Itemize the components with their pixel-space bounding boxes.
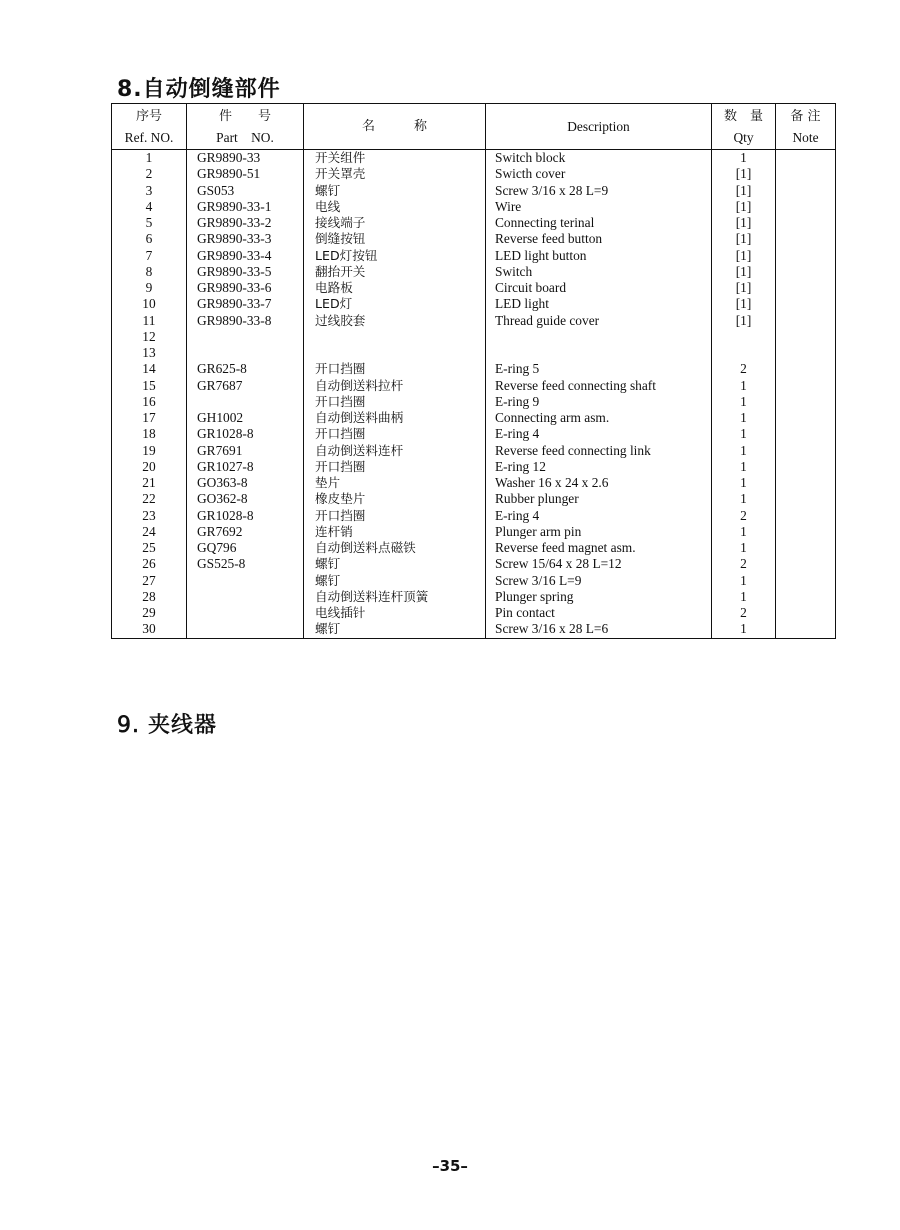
qty-cell: 1 bbox=[712, 378, 776, 394]
ref-no-cell: 6 bbox=[112, 231, 187, 247]
description-cell: Swicth cover bbox=[486, 166, 712, 182]
note-cell bbox=[776, 280, 836, 296]
description-cell: Rubber plunger bbox=[486, 491, 712, 507]
section-8-title: 8.自动倒缝部件 bbox=[117, 77, 281, 102]
part-no-cell bbox=[187, 621, 304, 638]
part-no-cell: GO362-8 bbox=[187, 491, 304, 507]
qty-cell: 1 bbox=[712, 621, 776, 638]
part-no-cell: GR7691 bbox=[187, 443, 304, 459]
table-row bbox=[112, 264, 836, 280]
note-cell bbox=[776, 459, 836, 475]
ref-no-cell: 12 bbox=[112, 329, 187, 345]
qty-cell: [1] bbox=[712, 248, 776, 264]
parts-table-body bbox=[112, 150, 836, 639]
qty-cell: 2 bbox=[712, 361, 776, 377]
description-cell: Thread guide cover bbox=[486, 313, 712, 329]
note-cell bbox=[776, 378, 836, 394]
ref-no-cell: 27 bbox=[112, 573, 187, 589]
table-row bbox=[112, 199, 836, 215]
ref-no-cell: 24 bbox=[112, 524, 187, 540]
note-cell bbox=[776, 491, 836, 507]
note-cell bbox=[776, 556, 836, 572]
description-cell: Wire bbox=[486, 199, 712, 215]
name-cell: 自动倒送料曲柄 bbox=[304, 410, 486, 426]
description-cell: Reverse feed connecting link bbox=[486, 443, 712, 459]
note-cell bbox=[776, 508, 836, 524]
ref-no-cell: 28 bbox=[112, 589, 187, 605]
note-cell bbox=[776, 183, 836, 199]
table-row bbox=[112, 183, 836, 199]
header-note-en: Note bbox=[792, 129, 819, 145]
description-cell: E-ring 4 bbox=[486, 426, 712, 442]
qty-cell: 1 bbox=[712, 459, 776, 475]
table-row bbox=[112, 280, 836, 296]
part-no-cell bbox=[187, 605, 304, 621]
ref-no-cell: 2 bbox=[112, 166, 187, 182]
ref-no-cell: 26 bbox=[112, 556, 187, 572]
note-cell bbox=[776, 296, 836, 312]
ref-no-cell: 19 bbox=[112, 443, 187, 459]
name-cell: 自动倒送料拉杆 bbox=[304, 378, 486, 394]
name-cell: 自动倒送料点磁铁 bbox=[304, 540, 486, 556]
qty-cell: [1] bbox=[712, 199, 776, 215]
table-row bbox=[112, 459, 836, 475]
description-cell: Switch block bbox=[486, 150, 712, 167]
header-description-label: Description bbox=[567, 119, 630, 134]
note-cell bbox=[776, 166, 836, 182]
table-row bbox=[112, 540, 836, 556]
description-cell: Plunger spring bbox=[486, 589, 712, 605]
part-no-cell: GR9890-33-5 bbox=[187, 264, 304, 280]
note-cell bbox=[776, 345, 836, 361]
table-row bbox=[112, 361, 836, 377]
qty-cell bbox=[712, 329, 776, 345]
qty-cell: [1] bbox=[712, 215, 776, 231]
description-cell: Reverse feed button bbox=[486, 231, 712, 247]
part-no-cell: GR9890-33-7 bbox=[187, 296, 304, 312]
part-no-cell: GR9890-51 bbox=[187, 166, 304, 182]
description-cell: Pin contact bbox=[486, 605, 712, 621]
table-row bbox=[112, 150, 836, 167]
qty-cell: 1 bbox=[712, 426, 776, 442]
name-cell: LED灯按钮 bbox=[304, 248, 486, 264]
table-row bbox=[112, 231, 836, 247]
part-no-cell: GR1028-8 bbox=[187, 508, 304, 524]
note-cell bbox=[776, 426, 836, 442]
ref-no-cell: 15 bbox=[112, 378, 187, 394]
qty-cell: [1] bbox=[712, 313, 776, 329]
name-cell: 开口挡圈 bbox=[304, 459, 486, 475]
header-qty-en: Qty bbox=[733, 129, 754, 145]
ref-no-cell: 4 bbox=[112, 199, 187, 215]
header-ref-cn: 序号 bbox=[135, 108, 162, 124]
part-no-cell: GR9890-33-8 bbox=[187, 313, 304, 329]
table-row bbox=[112, 443, 836, 459]
ref-no-cell: 22 bbox=[112, 491, 187, 507]
name-cell: 电线 bbox=[304, 199, 486, 215]
description-cell: Plunger arm pin bbox=[486, 524, 712, 540]
table-row bbox=[112, 166, 836, 182]
note-cell bbox=[776, 475, 836, 491]
ref-no-cell: 10 bbox=[112, 296, 187, 312]
note-cell bbox=[776, 248, 836, 264]
table-row bbox=[112, 345, 836, 361]
qty-cell: [1] bbox=[712, 231, 776, 247]
name-cell: 倒缝按钮 bbox=[304, 231, 486, 247]
header-part-cn: 件 号 bbox=[218, 108, 271, 124]
note-cell bbox=[776, 215, 836, 231]
name-cell: 垫片 bbox=[304, 475, 486, 491]
part-no-cell: GR9890-33-2 bbox=[187, 215, 304, 231]
table-row bbox=[112, 313, 836, 329]
note-cell bbox=[776, 605, 836, 621]
ref-no-cell: 1 bbox=[112, 150, 187, 167]
note-cell bbox=[776, 573, 836, 589]
parts-table bbox=[111, 103, 836, 639]
ref-no-cell: 30 bbox=[112, 621, 187, 638]
table-row bbox=[112, 508, 836, 524]
ref-no-cell: 13 bbox=[112, 345, 187, 361]
ref-no-cell: 11 bbox=[112, 313, 187, 329]
table-row bbox=[112, 524, 836, 540]
description-cell: LED light bbox=[486, 296, 712, 312]
qty-cell: 1 bbox=[712, 589, 776, 605]
part-no-cell: GR7692 bbox=[187, 524, 304, 540]
qty-cell bbox=[712, 345, 776, 361]
qty-cell: 1 bbox=[712, 524, 776, 540]
part-no-cell: GR1027-8 bbox=[187, 459, 304, 475]
name-cell: 连杆销 bbox=[304, 524, 486, 540]
note-cell bbox=[776, 443, 836, 459]
qty-cell: [1] bbox=[712, 183, 776, 199]
part-no-cell: GR625-8 bbox=[187, 361, 304, 377]
part-no-cell bbox=[187, 345, 304, 361]
part-no-cell bbox=[187, 589, 304, 605]
description-cell: Screw 15/64 x 28 L=12 bbox=[486, 556, 712, 572]
header-name-cn: 名 称 bbox=[361, 119, 427, 134]
qty-cell: 1 bbox=[712, 491, 776, 507]
name-cell: 电线插针 bbox=[304, 605, 486, 621]
name-cell: 螺钉 bbox=[304, 621, 486, 638]
note-cell bbox=[776, 394, 836, 410]
header-ref bbox=[112, 104, 187, 150]
page-number: –35– bbox=[432, 1157, 468, 1175]
note-cell bbox=[776, 540, 836, 556]
table-row bbox=[112, 621, 836, 638]
ref-no-cell: 5 bbox=[112, 215, 187, 231]
description-cell: Screw 3/16 x 28 L=6 bbox=[486, 621, 712, 638]
table-row bbox=[112, 248, 836, 264]
note-cell bbox=[776, 524, 836, 540]
description-cell bbox=[486, 345, 712, 361]
description-cell: E-ring 5 bbox=[486, 361, 712, 377]
table-row bbox=[112, 589, 836, 605]
ref-no-cell: 9 bbox=[112, 280, 187, 296]
table-row bbox=[112, 329, 836, 345]
part-no-cell: GO363-8 bbox=[187, 475, 304, 491]
table-row bbox=[112, 296, 836, 312]
name-cell: 自动倒送料连杆顶簧 bbox=[304, 589, 486, 605]
qty-cell: [1] bbox=[712, 264, 776, 280]
ref-no-cell: 21 bbox=[112, 475, 187, 491]
part-no-cell bbox=[187, 329, 304, 345]
part-no-cell: GR9890-33 bbox=[187, 150, 304, 167]
name-cell bbox=[304, 329, 486, 345]
table-row bbox=[112, 605, 836, 621]
note-cell bbox=[776, 621, 836, 638]
name-cell: 开关罩壳 bbox=[304, 166, 486, 182]
name-cell: 接线端子 bbox=[304, 215, 486, 231]
ref-no-cell: 23 bbox=[112, 508, 187, 524]
ref-no-cell: 18 bbox=[112, 426, 187, 442]
name-cell: 过线胶套 bbox=[304, 313, 486, 329]
note-cell bbox=[776, 199, 836, 215]
name-cell: 开关组件 bbox=[304, 150, 486, 167]
description-cell: Connecting terinal bbox=[486, 215, 712, 231]
ref-no-cell: 16 bbox=[112, 394, 187, 410]
table-row bbox=[112, 215, 836, 231]
note-cell bbox=[776, 589, 836, 605]
note-cell bbox=[776, 264, 836, 280]
name-cell: 电路板 bbox=[304, 280, 486, 296]
description-cell: Reverse feed connecting shaft bbox=[486, 378, 712, 394]
qty-cell: 2 bbox=[712, 508, 776, 524]
description-cell: E-ring 4 bbox=[486, 508, 712, 524]
qty-cell: 1 bbox=[712, 443, 776, 459]
qty-cell: 2 bbox=[712, 556, 776, 572]
name-cell: 开口挡圈 bbox=[304, 394, 486, 410]
name-cell: 开口挡圈 bbox=[304, 426, 486, 442]
part-no-cell: GS525-8 bbox=[187, 556, 304, 572]
qty-cell: [1] bbox=[712, 166, 776, 182]
name-cell: 橡皮垫片 bbox=[304, 491, 486, 507]
qty-cell: 1 bbox=[712, 573, 776, 589]
description-cell: Circuit board bbox=[486, 280, 712, 296]
description-cell: Screw 3/16 x 28 L=9 bbox=[486, 183, 712, 199]
name-cell: 开口挡圈 bbox=[304, 361, 486, 377]
header-note-cn: 备 注 bbox=[790, 108, 821, 124]
name-cell: LED灯 bbox=[304, 296, 486, 312]
name-cell: 螺钉 bbox=[304, 556, 486, 572]
ref-no-cell: 29 bbox=[112, 605, 187, 621]
name-cell: 翻抬开关 bbox=[304, 264, 486, 280]
qty-cell: 1 bbox=[712, 394, 776, 410]
part-no-cell: GR9890-33-1 bbox=[187, 199, 304, 215]
description-cell bbox=[486, 329, 712, 345]
part-no-cell: GR9890-33-4 bbox=[187, 248, 304, 264]
name-cell: 自动倒送料连杆 bbox=[304, 443, 486, 459]
ref-no-cell: 7 bbox=[112, 248, 187, 264]
ref-no-cell: 17 bbox=[112, 410, 187, 426]
table-row bbox=[112, 378, 836, 394]
description-cell: Reverse feed magnet asm. bbox=[486, 540, 712, 556]
table-row bbox=[112, 573, 836, 589]
header-description bbox=[486, 104, 712, 150]
description-cell: LED light button bbox=[486, 248, 712, 264]
description-cell: E-ring 9 bbox=[486, 394, 712, 410]
qty-cell: 1 bbox=[712, 475, 776, 491]
ref-no-cell: 14 bbox=[112, 361, 187, 377]
header-part bbox=[187, 104, 304, 150]
part-no-cell: GS053 bbox=[187, 183, 304, 199]
table-row bbox=[112, 410, 836, 426]
header-ref-en: Ref. NO. bbox=[124, 129, 174, 145]
part-no-cell: GR9890-33-6 bbox=[187, 280, 304, 296]
ref-no-cell: 20 bbox=[112, 459, 187, 475]
description-cell: Washer 16 x 24 x 2.6 bbox=[486, 475, 712, 491]
table-row bbox=[112, 475, 836, 491]
table-header-row bbox=[112, 104, 836, 150]
part-no-cell bbox=[187, 573, 304, 589]
qty-cell: [1] bbox=[712, 296, 776, 312]
ref-no-cell: 3 bbox=[112, 183, 187, 199]
table-row bbox=[112, 426, 836, 442]
section-9-title: 9. 夹线器 bbox=[117, 713, 217, 738]
header-name bbox=[304, 104, 486, 150]
table-row bbox=[112, 491, 836, 507]
note-cell bbox=[776, 313, 836, 329]
note-cell bbox=[776, 150, 836, 167]
qty-cell: 1 bbox=[712, 150, 776, 167]
ref-no-cell: 25 bbox=[112, 540, 187, 556]
header-part-en: Part NO. bbox=[216, 129, 274, 145]
qty-cell: 1 bbox=[712, 540, 776, 556]
note-cell bbox=[776, 329, 836, 345]
description-cell: Connecting arm asm. bbox=[486, 410, 712, 426]
note-cell bbox=[776, 361, 836, 377]
qty-cell: [1] bbox=[712, 280, 776, 296]
part-no-cell: GH1002 bbox=[187, 410, 304, 426]
ref-no-cell: 8 bbox=[112, 264, 187, 280]
table-row bbox=[112, 556, 836, 572]
part-no-cell: GR7687 bbox=[187, 378, 304, 394]
part-no-cell: GQ796 bbox=[187, 540, 304, 556]
header-qty-cn: 数 量 bbox=[723, 108, 763, 124]
part-no-cell: GR1028-8 bbox=[187, 426, 304, 442]
description-cell: E-ring 12 bbox=[486, 459, 712, 475]
name-cell: 螺钉 bbox=[304, 183, 486, 199]
name-cell: 开口挡圈 bbox=[304, 508, 486, 524]
header-note bbox=[776, 104, 836, 150]
part-no-cell bbox=[187, 394, 304, 410]
qty-cell: 2 bbox=[712, 605, 776, 621]
note-cell bbox=[776, 231, 836, 247]
description-cell: Screw 3/16 L=9 bbox=[486, 573, 712, 589]
header-qty bbox=[712, 104, 776, 150]
name-cell: 螺钉 bbox=[304, 573, 486, 589]
qty-cell: 1 bbox=[712, 410, 776, 426]
part-no-cell: GR9890-33-3 bbox=[187, 231, 304, 247]
name-cell bbox=[304, 345, 486, 361]
table-row bbox=[112, 394, 836, 410]
note-cell bbox=[776, 410, 836, 426]
description-cell: Switch bbox=[486, 264, 712, 280]
